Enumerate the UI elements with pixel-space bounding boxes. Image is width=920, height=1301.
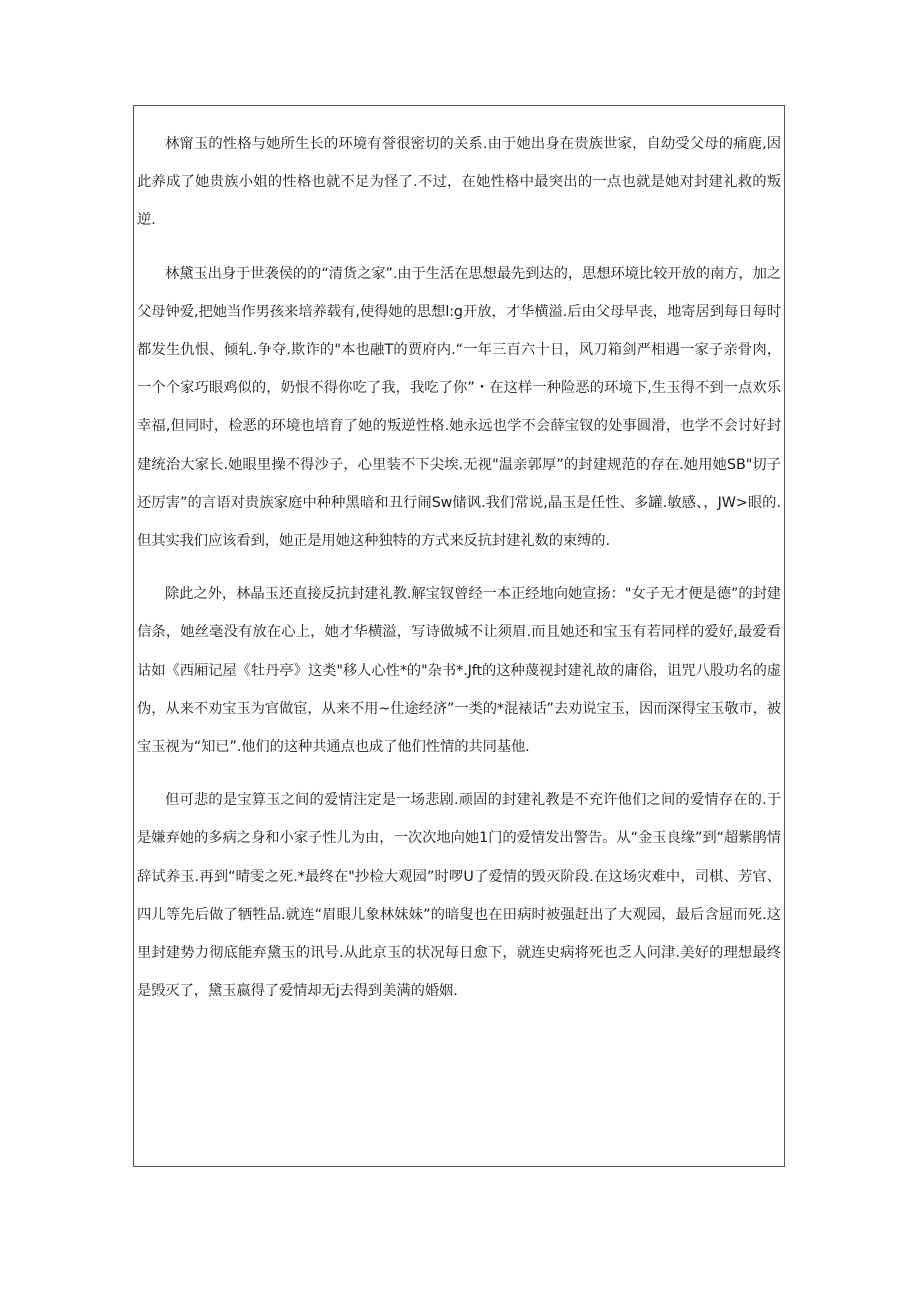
article-body — [137, 125, 781, 1010]
paragraph-1: 林甯玉的性格与她所生长的环境有誉很密切的关系.由于她出身在贵族世家，自幼受父母的痛鹿,因此养成了她贵族小姐的性格也就不足为怪了.不过，在她性格中最突出的一点也就是她对封建礼救的叛逆. — [137, 136, 781, 229]
paragraph-2: 林黛玉出身于世袭侯的的“清货之家”.由于生活在思想最先到达的，思想环境比较开放的南方，加之父母钟爱,把她当作男孩来培养载有,使得她的思想l:g开放，才华横溢.后由父母早丧，地寄居到每日每时都发生仇恨、倾轧.争夺.欺诈的"本也融T的贾府内.“一年三百六十日，风刀箱剑严相遇一家子亲骨肉，一个个家巧眼鸡似的，奶恨不得你吃了我，我吃了你”・在这样一种险恶的环境下,生玉得不到一点欢乐幸福,但同时，检恶的环境也培育了她的叛逆性格.她永远也学不会薛宝钗的处事圆滑，也学不会讨好封建统治大家长.她眼里操不得沙子，心里装不下尖埃.无视"温亲郭厚”的封建规范的存在.她用她SB"切子还厉害”的言语对贵族家庭中种种黑暗和丑行闹Sw储讽.我们常说,晶玉是任性、多罐.敏感、，JW>眼的.但其实我们应该看到，她正是用她这种独特的方式来反抗封建礼数的束缚的. — [137, 265, 781, 550]
paragraph-4: 但可悲的是宝算玉之间的爱情注定是一场悲剧.顽固的封建礼教是不充许他们之间的爱情存在的.于是嫌弃她的多病之身和小家子性儿为由，一次次地向她1门的爱情发出警告。从“金玉良缘”到“超紫鹃情辞试养玉.再到“晴雯之死.*最终在"抄检大观园”时啰U了爱情的毁灭阶段.在这场灾难中，司棋、芳官、四儿等先后做了牺牲品.就连“眉眼儿象林妹妹”的暗叟也在田病时被强赶出了大观园，最后含屈而死.这里封建势力彻底能弃黛玉的讯号.从此京玉的状况每日愈下，就连史病将死也乏人问津.美好的理想最终是毁灭了，黛玉嬴得了爱情却无j去得到美满的婚姻. — [137, 792, 781, 1000]
paragraph-3: 除此之外，林晶玉还直接反抗封建礼教.解宝钗曾经一本正经地向她宣扬："女子无才便是德”的封建信条，她丝毫没有放在心上，她才华横溢，写诗做城不让须眉.而且她还和宝玉有若同样的爱好,最爱看诂如《西厢记屋《牡丹亭》这类"移人心性*的"杂书*.Jft的这种蔑视封建礼故的庸俗，诅咒八股功名的虚伪，从来不劝宝玉为官做宦，从来不用~仕途经济”一类的*混裱话”去劝说宝玉，因而深得宝玉敬市，被宝玉视为“知已”.他们的这种共通点也成了他们性情的共同基他. — [137, 586, 782, 756]
text-frame — [133, 105, 785, 1167]
